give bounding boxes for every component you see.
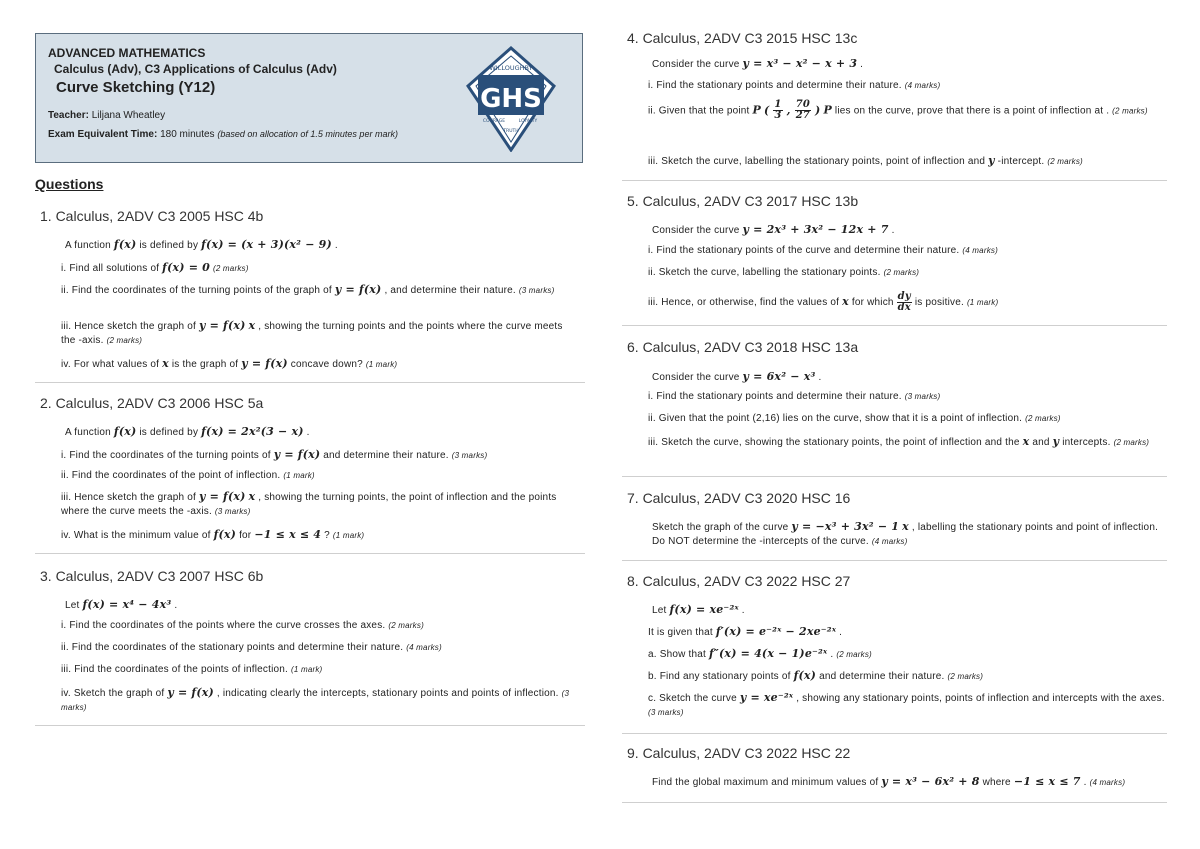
math-expression: f(x)	[113, 425, 137, 438]
math-expression: y = f(x)	[334, 283, 382, 296]
questions-heading: Questions	[35, 176, 104, 192]
teacher-line	[48, 110, 165, 121]
question-part	[61, 448, 487, 461]
marks-label: (2 marks)	[947, 672, 984, 681]
part-text: .	[174, 600, 178, 611]
part-text: ii. Find the coordinates of the point of inflection.	[61, 470, 281, 481]
question-title: 4. Calculus, 2ADV C3 2015 HSC 13c	[627, 30, 858, 46]
question-part	[61, 490, 571, 519]
part-text: -axis.	[78, 335, 104, 346]
exam-time-line	[48, 129, 398, 140]
question-part	[648, 413, 1061, 424]
question-part	[648, 669, 983, 682]
part-text: .	[818, 372, 822, 383]
part-text: ii. Find the coordinates of the stationary points and determine their nature.	[61, 642, 404, 653]
math-expression: f(x)	[793, 669, 817, 682]
part-text: A function	[65, 240, 111, 251]
svg-text:WILLOUGHBY: WILLOUGHBY	[489, 64, 533, 72]
marks-label: (2 marks)	[883, 268, 920, 277]
part-text: where	[982, 777, 1011, 788]
question-part	[61, 528, 364, 541]
part-text: i. Find the stationary points and determine their nature.	[648, 80, 902, 91]
math-expression: P	[823, 103, 832, 117]
part-text: .	[334, 240, 338, 251]
fraction: $\frac{1}{3}$	[774, 99, 782, 121]
math-expression: y = f(x)	[241, 357, 288, 370]
part-text: i. Find the coordinates of the turning points of	[61, 450, 271, 461]
fraction: $\frac{70}{27}$	[795, 99, 811, 121]
section-divider	[622, 733, 1167, 734]
teacher-label: Teacher:	[48, 110, 89, 121]
part-text: i. Find the coordinates of the points where the curve crosses the axes.	[61, 620, 386, 631]
worksheet-header	[35, 33, 583, 163]
part-text: lies on the curve, prove that there is a point of inflection at	[834, 105, 1104, 117]
time-note: (based on allocation of 1.5 minutes per mark)	[217, 129, 398, 139]
part-text: .	[839, 627, 843, 638]
math-expression: x	[1022, 435, 1030, 448]
question-part	[648, 625, 842, 638]
part-text: -intercepts of the curve.	[759, 536, 869, 547]
math-expression: f(x) = 2x²(3 − x)	[201, 425, 304, 438]
part-text: ?	[324, 530, 330, 541]
part-text: ii. Given that the point (2,16) lies on the curve, show that it is a point of inflection.	[648, 413, 1023, 424]
question-title: 1. Calculus, 2ADV C3 2005 HSC 4b	[40, 208, 264, 224]
marks-label: (1 mark)	[966, 298, 999, 308]
marks-label: (4 marks)	[962, 246, 998, 255]
part-text: .	[1083, 777, 1087, 788]
part-text: Consider the curve	[652, 225, 740, 236]
question-title: 3. Calculus, 2ADV C3 2007 HSC 6b	[40, 568, 264, 584]
math-expression: f(x) = xe⁻²ˣ	[669, 603, 739, 616]
part-text: i. Find all solutions of	[61, 263, 160, 274]
section-divider	[622, 180, 1167, 181]
svg-text:TRUTH: TRUTH	[503, 129, 519, 134]
question-part	[61, 686, 571, 715]
math-expression: x	[842, 295, 849, 309]
math-expression: f′(x) = e⁻²ˣ − 2xe⁻²ˣ	[715, 625, 837, 638]
part-text: i. Find the stationary points and determine their nature.	[648, 391, 902, 402]
math-expression: y = f(x)	[167, 686, 214, 699]
marks-label: (3 marks)	[518, 286, 555, 295]
math-expression: y = f(x)	[273, 448, 321, 461]
svg-text:COURAGE: COURAGE	[482, 119, 506, 124]
part-text: Consider the curve	[652, 59, 740, 70]
question-part	[61, 319, 571, 348]
question-title: 2. Calculus, 2ADV C3 2006 HSC 5a	[40, 395, 264, 411]
part-text: iii. Hence sketch the graph of	[61, 492, 196, 503]
derivative-fraction: $\frac{dy}{dx}$	[897, 291, 911, 313]
marks-label: (3 marks)	[214, 507, 251, 516]
part-text: and determine their nature.	[819, 671, 945, 682]
section-divider	[35, 382, 585, 383]
math-expression: x	[248, 490, 256, 503]
section-divider	[622, 325, 1167, 326]
question-title: 7. Calculus, 2ADV C3 2020 HSC 16	[627, 490, 851, 506]
question-title: 6. Calculus, 2ADV C3 2018 HSC 13a	[627, 339, 859, 355]
part-text: iii. Hence sketch the graph of	[61, 321, 196, 332]
marks-label: (4 marks)	[904, 81, 941, 90]
math-expression: f(x) = 0	[162, 261, 211, 274]
part-text: , indicating clearly the intercepts, stationary points and points of inflection.	[216, 688, 559, 699]
part-text: ii. Given that the point	[648, 105, 750, 117]
marks-label: (1 mark)	[332, 531, 365, 540]
marks-label: (2 marks)	[836, 650, 872, 659]
math-expression: y	[1052, 435, 1060, 448]
school-logo	[466, 46, 556, 152]
part-text: It is given that	[648, 627, 713, 638]
question-part	[648, 691, 1168, 720]
marks-label: (3 marks)	[61, 689, 570, 712]
marks-label: (3 marks)	[648, 708, 684, 717]
question-part	[648, 391, 940, 402]
part-text: Let	[652, 605, 667, 616]
section-divider	[35, 553, 585, 554]
part-text: a. Show that	[648, 649, 706, 660]
question-part	[61, 642, 442, 653]
question-title: 8. Calculus, 2ADV C3 2022 HSC 27	[627, 573, 851, 589]
part-text: iii. Sketch the curve, showing the stationary points, the point of inflection and the	[648, 437, 1020, 448]
part-text: concave down?	[290, 359, 363, 370]
math-expression: x	[902, 520, 909, 533]
section-divider	[622, 802, 1167, 803]
part-text: i. Find the stationary points of the curve and determine their nature.	[648, 245, 960, 256]
marks-label: (3 marks)	[904, 392, 941, 401]
marks-label: (2 marks)	[213, 264, 249, 273]
question-part	[648, 292, 998, 313]
topic-name: Calculus (Adv), C3 Applications of Calculus (Adv)	[54, 62, 337, 76]
math-expression: y = x³ − 6x² + 8	[881, 775, 980, 788]
part-text: -axis.	[186, 506, 212, 517]
part-text: iv. Sketch the graph of	[61, 688, 165, 699]
math-expression: −1 ≤ x ≤ 4	[254, 528, 322, 541]
question-part	[648, 245, 998, 256]
course-name: ADVANCED MATHEMATICS	[48, 46, 206, 60]
part-text: , showing any stationary points, points of inflection and intercepts with the axes.	[796, 693, 1165, 704]
part-text: ii. Find the coordinates of the turning points of the graph of	[61, 285, 332, 296]
question-part	[648, 154, 1083, 167]
part-text: iv. For what values of	[61, 359, 160, 370]
question-part	[61, 664, 322, 675]
part-text: .	[1106, 105, 1110, 117]
math-expression: f(x)	[213, 528, 237, 541]
math-expression: −1 ≤ x ≤ 7	[1013, 775, 1081, 788]
marks-label: (1 mark)	[283, 471, 315, 480]
math-expression: y = f(x)	[198, 319, 246, 332]
section-divider	[622, 476, 1167, 477]
time-value: 180 minutes	[160, 129, 215, 140]
question-part	[648, 435, 1168, 450]
part-text: , showing the turning points, the point of inflection and the points where the curve meets the	[61, 492, 557, 517]
part-text: is defined by	[139, 240, 199, 251]
part-text: .	[830, 649, 834, 660]
math-expression: f(x) = x⁴ − 4x³	[82, 598, 172, 611]
question-title: 5. Calculus, 2ADV C3 2017 HSC 13b	[627, 193, 859, 209]
question-part	[65, 238, 338, 251]
part-text: for	[239, 530, 252, 541]
part-text: iii. Sketch the curve, labelling the stationary points, point of inflection and	[648, 156, 986, 167]
math-expression: y = xe⁻²ˣ	[739, 691, 794, 704]
part-text: c. Sketch the curve	[648, 693, 737, 704]
question-part	[652, 775, 1125, 788]
math-expression: y = 6x² − x³	[742, 370, 816, 383]
part-text: , labelling the stationary points and point of inflection. Do NOT determine the	[652, 522, 1159, 547]
marks-label: (4 marks)	[406, 643, 442, 652]
math-expression: x	[248, 319, 256, 332]
svg-text:GHS: GHS	[480, 84, 542, 114]
part-text: A function	[65, 427, 111, 438]
teacher-name: Liljana Wheatley	[91, 110, 166, 121]
section-divider	[35, 725, 585, 726]
question-title: 9. Calculus, 2ADV C3 2022 HSC 22	[627, 745, 851, 761]
part-text: .	[741, 605, 745, 616]
part-text: -intercept.	[997, 156, 1045, 167]
question-part	[648, 100, 1168, 121]
marks-label: (3 marks)	[451, 451, 488, 460]
part-text: Sketch the graph of the curve	[652, 522, 789, 533]
marks-label: (2 marks)	[388, 621, 424, 630]
marks-label: (4 marks)	[1089, 778, 1126, 787]
part-text: ii. Sketch the curve, labelling the stationary points.	[648, 267, 881, 278]
part-text: for which	[851, 297, 894, 309]
math-expression: x	[162, 357, 169, 370]
svg-text:LOYALTY: LOYALTY	[518, 119, 538, 124]
math-expression: y	[988, 154, 995, 167]
part-text: , showing the turning points and the points where the curve meets the	[61, 321, 563, 346]
question-part	[61, 620, 424, 631]
marks-label: (2 marks)	[1047, 157, 1083, 166]
marks-label: (4 marks)	[871, 537, 908, 546]
question-part	[648, 80, 940, 91]
marks-label: (2 marks)	[1112, 106, 1148, 116]
math-expression: y = 2x³ + 3x² − 12x + 7	[742, 223, 889, 236]
part-text: .	[306, 427, 310, 438]
part-text: and	[1032, 437, 1050, 448]
marks-label: (2 marks)	[106, 336, 143, 345]
part-text: iii. Find the coordinates of the points of inflection.	[61, 664, 289, 675]
part-text: Find the global maximum and minimum values of	[652, 777, 879, 788]
part-text: , and determine their nature.	[384, 285, 516, 296]
question-part	[61, 261, 249, 274]
part-text: and determine their nature.	[323, 450, 449, 461]
question-part	[652, 370, 821, 383]
math-expression: f(x)	[113, 238, 137, 251]
point-coordinates: ( $\frac{1}{3}$ , $\frac{70}{27}$ )	[763, 99, 821, 121]
question-part	[652, 223, 895, 236]
math-expression: y = f(x)	[198, 490, 246, 503]
part-text: b. Find any stationary points of	[648, 671, 791, 682]
part-text: intercepts.	[1062, 437, 1111, 448]
part-text: Consider the curve	[652, 372, 740, 383]
part-text: Let	[65, 600, 80, 611]
part-text: is defined by	[139, 427, 199, 438]
question-part	[652, 520, 1172, 549]
math-expression: y = −x³ + 3x² − 1	[791, 520, 900, 533]
section-divider	[622, 560, 1167, 561]
question-part	[61, 357, 397, 370]
marks-label: (1 mark)	[365, 360, 398, 369]
question-part	[65, 598, 177, 611]
question-part	[61, 470, 315, 481]
math-expression: f(x) = (x + 3)(x² − 9)	[201, 238, 332, 251]
page-title: Curve Sketching (Y12)	[56, 79, 216, 96]
question-part	[652, 57, 863, 70]
part-text: is positive.	[914, 297, 964, 309]
question-part	[61, 283, 571, 298]
math-expression: P	[752, 103, 761, 117]
question-part	[648, 267, 919, 278]
question-part	[65, 425, 310, 438]
math-expression: y = x³ − x² − x + 3	[742, 57, 858, 70]
part-text: is the graph of	[171, 359, 239, 370]
part-text: .	[860, 59, 864, 70]
time-label: Exam Equivalent Time:	[48, 129, 158, 140]
part-text: iii. Hence, or otherwise, find the values of	[648, 297, 840, 309]
marks-label: (2 marks)	[1113, 438, 1150, 447]
marks-label: (2 marks)	[1025, 414, 1061, 423]
part-text: .	[891, 225, 895, 236]
question-part	[652, 603, 745, 616]
math-expression: f″(x) = 4(x − 1)e⁻²ˣ	[708, 647, 828, 660]
part-text: iv. What is the minimum value of	[61, 530, 211, 541]
marks-label: (1 mark)	[291, 665, 323, 674]
question-part	[648, 647, 872, 660]
